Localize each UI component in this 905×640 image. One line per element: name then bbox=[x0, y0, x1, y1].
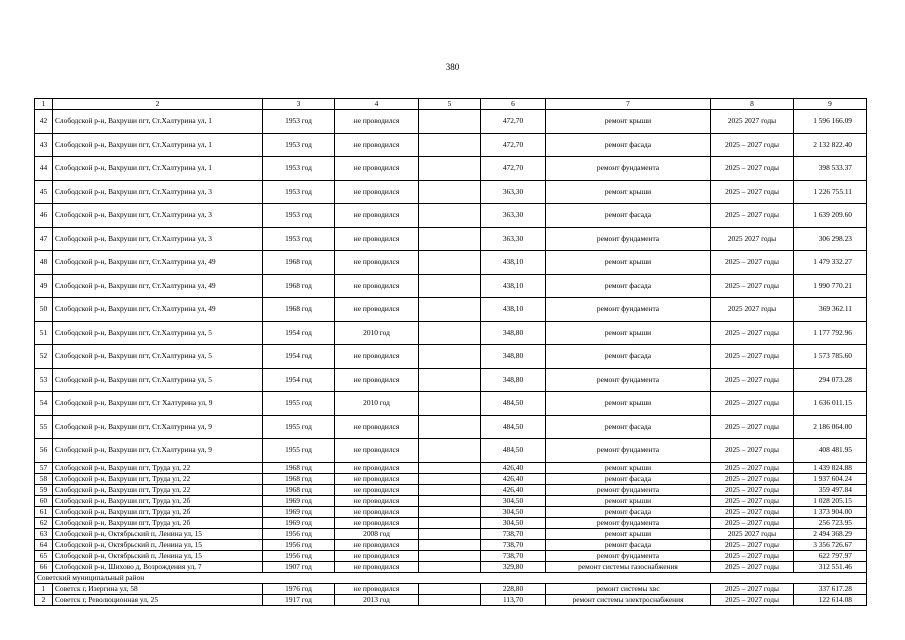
work-type-cell: ремонт системы электроснабжения bbox=[546, 594, 711, 605]
work-type-cell: ремонт фундамента bbox=[546, 368, 711, 392]
cost-cell: 306 298.23 bbox=[794, 227, 867, 251]
column-5-cell bbox=[419, 495, 481, 506]
column-5-cell bbox=[419, 594, 481, 605]
last-repair-cell: 2008 год bbox=[335, 528, 419, 539]
area-cell: 228,80 bbox=[481, 583, 546, 594]
area-cell: 438,10 bbox=[481, 298, 546, 322]
row-number: 2 bbox=[35, 594, 53, 605]
last-repair-cell: не проводился bbox=[335, 180, 419, 204]
build-year-cell: 1954 год bbox=[263, 368, 335, 392]
build-year-cell: 1969 год bbox=[263, 517, 335, 528]
last-repair-cell: не проводился bbox=[335, 204, 419, 228]
last-repair-cell: не проводился bbox=[335, 157, 419, 181]
cost-cell: 337 617.28 bbox=[794, 583, 867, 594]
column-5-cell bbox=[419, 539, 481, 550]
row-number: 48 bbox=[35, 251, 53, 275]
period-cell: 2025 – 2027 годы bbox=[711, 368, 794, 392]
table-body bbox=[35, 99, 867, 606]
table-row bbox=[35, 345, 867, 369]
table-row bbox=[35, 321, 867, 345]
address-cell: Слободской р-н, Вахруши пгт, Труда ул, 2б bbox=[53, 506, 263, 517]
area-cell: 738,70 bbox=[481, 528, 546, 539]
table-row bbox=[35, 227, 867, 251]
table-row bbox=[35, 539, 867, 550]
area-cell: 426,40 bbox=[481, 473, 546, 484]
cost-cell: 3 356 726.67 bbox=[794, 539, 867, 550]
last-repair-cell: не проводился bbox=[335, 274, 419, 298]
last-repair-cell: 2013 год bbox=[335, 594, 419, 605]
build-year-cell: 1953 год bbox=[263, 157, 335, 181]
table-row bbox=[35, 495, 867, 506]
table-row bbox=[35, 298, 867, 322]
column-5-cell bbox=[419, 321, 481, 345]
work-type-cell: ремонт фундамента bbox=[546, 157, 711, 181]
build-year-cell: 1968 год bbox=[263, 473, 335, 484]
build-year-cell: 1953 год bbox=[263, 110, 335, 134]
build-year-cell: 1954 год bbox=[263, 345, 335, 369]
last-repair-cell: 2010 год bbox=[335, 321, 419, 345]
last-repair-cell: не проводился bbox=[335, 495, 419, 506]
cost-cell: 622 797.97 bbox=[794, 550, 867, 561]
address-cell: Слободской р-н, Вахруши пгт, Труда ул, 2б bbox=[53, 517, 263, 528]
column-number: 2 bbox=[53, 99, 263, 110]
period-cell: 2025 – 2027 годы bbox=[711, 439, 794, 463]
period-cell: 2025 – 2027 годы bbox=[711, 204, 794, 228]
row-number: 56 bbox=[35, 439, 53, 463]
area-cell: 363,30 bbox=[481, 204, 546, 228]
work-type-cell: ремонт системы хвс bbox=[546, 583, 711, 594]
table-row bbox=[35, 392, 867, 416]
capital-repair-table bbox=[34, 98, 867, 606]
column-5-cell bbox=[419, 204, 481, 228]
area-cell: 426,40 bbox=[481, 484, 546, 495]
last-repair-cell: не проводился bbox=[335, 110, 419, 134]
row-number: 65 bbox=[35, 550, 53, 561]
area-cell: 304,50 bbox=[481, 495, 546, 506]
section-row bbox=[35, 572, 867, 583]
table-row bbox=[35, 251, 867, 275]
column-5-cell bbox=[419, 133, 481, 157]
table-row bbox=[35, 517, 867, 528]
work-type-cell: ремонт фундамента bbox=[546, 439, 711, 463]
column-5-cell bbox=[419, 180, 481, 204]
cost-cell: 1 596 166.09 bbox=[794, 110, 867, 134]
column-5-cell bbox=[419, 274, 481, 298]
table-row bbox=[35, 561, 867, 572]
table-row bbox=[35, 133, 867, 157]
build-year-cell: 1956 год bbox=[263, 528, 335, 539]
address-cell: Советск г, Изергина ул, 58 bbox=[53, 583, 263, 594]
work-type-cell: ремонт фундамента bbox=[546, 550, 711, 561]
last-repair-cell: 2010 год bbox=[335, 392, 419, 416]
last-repair-cell: не проводился bbox=[335, 550, 419, 561]
table-row bbox=[35, 274, 867, 298]
address-cell: Слободской р-н, Вахруши пгт, Ст.Халтурина ул, 1 bbox=[53, 157, 263, 181]
build-year-cell: 1956 год bbox=[263, 539, 335, 550]
row-number: 43 bbox=[35, 133, 53, 157]
row-number: 53 bbox=[35, 368, 53, 392]
address-cell: Слободской р-н, Вахруши пгт, Ст.Халтурина ул, 9 bbox=[53, 439, 263, 463]
column-5-cell bbox=[419, 561, 481, 572]
cost-cell: 1 479 332.27 bbox=[794, 251, 867, 275]
address-cell: Советск г, Революционная ул, 25 bbox=[53, 594, 263, 605]
column-number: 4 bbox=[335, 99, 419, 110]
period-cell: 2025 – 2027 годы bbox=[711, 133, 794, 157]
cost-cell: 1 990 770.21 bbox=[794, 274, 867, 298]
cost-cell: 2 186 064.00 bbox=[794, 415, 867, 439]
build-year-cell: 1917 год bbox=[263, 594, 335, 605]
row-number: 58 bbox=[35, 473, 53, 484]
work-type-cell: ремонт системы газоснабжения bbox=[546, 561, 711, 572]
period-cell: 2025 – 2027 годы bbox=[711, 462, 794, 473]
column-5-cell bbox=[419, 251, 481, 275]
work-type-cell: ремонт крыши bbox=[546, 110, 711, 134]
cost-cell: 256 723.95 bbox=[794, 517, 867, 528]
address-cell: Слободской р-н, Вахруши пгт, Ст Халтурина ул, 9 bbox=[53, 392, 263, 416]
last-repair-cell: не проводился bbox=[335, 227, 419, 251]
last-repair-cell: не проводился bbox=[335, 462, 419, 473]
cost-cell: 408 481.95 bbox=[794, 439, 867, 463]
area-cell: 472,70 bbox=[481, 133, 546, 157]
row-number: 1 bbox=[35, 583, 53, 594]
row-number: 42 bbox=[35, 110, 53, 134]
section-title: Советский муниципальный район bbox=[35, 572, 867, 583]
address-cell: Слободской р-н, Октябрьский п, Ленина ул, 15 bbox=[53, 539, 263, 550]
last-repair-cell: не проводился bbox=[335, 484, 419, 495]
cost-cell: 369 362.11 bbox=[794, 298, 867, 322]
work-type-cell: ремонт фасада bbox=[546, 539, 711, 550]
area-cell: 438,10 bbox=[481, 251, 546, 275]
period-cell: 2025 – 2027 годы bbox=[711, 345, 794, 369]
period-cell: 2025 2027 годы bbox=[711, 298, 794, 322]
period-cell: 2025 – 2027 годы bbox=[711, 583, 794, 594]
table-row bbox=[35, 368, 867, 392]
area-cell: 738,70 bbox=[481, 539, 546, 550]
area-cell: 113,70 bbox=[481, 594, 546, 605]
row-number: 62 bbox=[35, 517, 53, 528]
period-cell: 2025 – 2027 годы bbox=[711, 415, 794, 439]
build-year-cell: 1955 год bbox=[263, 439, 335, 463]
cost-cell: 1 177 792.96 bbox=[794, 321, 867, 345]
cost-cell: 294 073.28 bbox=[794, 368, 867, 392]
build-year-cell: 1968 год bbox=[263, 462, 335, 473]
row-number: 63 bbox=[35, 528, 53, 539]
area-cell: 304,50 bbox=[481, 506, 546, 517]
build-year-cell: 1968 год bbox=[263, 484, 335, 495]
work-type-cell: ремонт фасада bbox=[546, 204, 711, 228]
cost-cell: 2 132 822.40 bbox=[794, 133, 867, 157]
cost-cell: 2 494 368.29 bbox=[794, 528, 867, 539]
work-type-cell: ремонт крыши bbox=[546, 528, 711, 539]
last-repair-cell: не проводился bbox=[335, 506, 419, 517]
area-cell: 438,10 bbox=[481, 274, 546, 298]
column-number: 8 bbox=[711, 99, 794, 110]
address-cell: Слободской р-н, Вахруши пгт, Ст.Халтурина ул, 3 bbox=[53, 227, 263, 251]
page-number: 380 bbox=[445, 62, 460, 72]
period-cell: 2025 2027 годы bbox=[711, 528, 794, 539]
column-5-cell bbox=[419, 110, 481, 134]
column-5-cell bbox=[419, 298, 481, 322]
area-cell: 472,70 bbox=[481, 110, 546, 134]
last-repair-cell: не проводился bbox=[335, 368, 419, 392]
row-number: 49 bbox=[35, 274, 53, 298]
address-cell: Слободской р-н, Октябрьский п, Ленина ул, 15 bbox=[53, 528, 263, 539]
row-number: 46 bbox=[35, 204, 53, 228]
table-row bbox=[35, 439, 867, 463]
period-cell: 2025 – 2027 годы bbox=[711, 495, 794, 506]
row-number: 50 bbox=[35, 298, 53, 322]
cost-cell: 1 028 205.15 bbox=[794, 495, 867, 506]
row-number: 64 bbox=[35, 539, 53, 550]
period-cell: 2025 – 2027 годы bbox=[711, 180, 794, 204]
row-number: 61 bbox=[35, 506, 53, 517]
build-year-cell: 1976 год bbox=[263, 583, 335, 594]
row-number: 57 bbox=[35, 462, 53, 473]
period-cell: 2025 – 2027 годы bbox=[711, 517, 794, 528]
last-repair-cell: не проводился bbox=[335, 251, 419, 275]
period-cell: 2025 – 2027 годы bbox=[711, 251, 794, 275]
address-cell: Слободской р-н, Вахруши пгт, Ст.Халтурина ул, 1 bbox=[53, 133, 263, 157]
period-cell: 2025 – 2027 годы bbox=[711, 274, 794, 298]
last-repair-cell: не проводился bbox=[335, 561, 419, 572]
period-cell: 2025 – 2027 годы bbox=[711, 506, 794, 517]
last-repair-cell: не проводился bbox=[335, 517, 419, 528]
table-row bbox=[35, 506, 867, 517]
build-year-cell: 1953 год bbox=[263, 204, 335, 228]
column-number: 3 bbox=[263, 99, 335, 110]
area-cell: 363,30 bbox=[481, 180, 546, 204]
row-number: 45 bbox=[35, 180, 53, 204]
column-5-cell bbox=[419, 345, 481, 369]
column-number: 9 bbox=[794, 99, 867, 110]
area-cell: 304,50 bbox=[481, 517, 546, 528]
build-year-cell: 1953 год bbox=[263, 227, 335, 251]
build-year-cell: 1955 год bbox=[263, 392, 335, 416]
work-type-cell: ремонт крыши bbox=[546, 321, 711, 345]
period-cell: 2025 2027 годы bbox=[711, 110, 794, 134]
row-number: 54 bbox=[35, 392, 53, 416]
work-type-cell: ремонт фасада bbox=[546, 473, 711, 484]
work-type-cell: ремонт крыши bbox=[546, 495, 711, 506]
period-cell: 2025 – 2027 годы bbox=[711, 157, 794, 181]
row-number: 52 bbox=[35, 345, 53, 369]
cost-cell: 312 551.46 bbox=[794, 561, 867, 572]
cost-cell: 1 937 604.24 bbox=[794, 473, 867, 484]
address-cell: Слободской р-н, Вахруши пгт, Ст.Халтурина ул, 49 bbox=[53, 298, 263, 322]
column-number: 6 bbox=[481, 99, 546, 110]
period-cell: 2025 – 2027 годы bbox=[711, 561, 794, 572]
work-type-cell: ремонт фундамента bbox=[546, 227, 711, 251]
area-cell: 484,50 bbox=[481, 415, 546, 439]
column-5-cell bbox=[419, 157, 481, 181]
address-cell: Слободской р-н, Вахруши пгт, Ст.Халтурина ул, 3 bbox=[53, 204, 263, 228]
area-cell: 472,70 bbox=[481, 157, 546, 181]
table-row bbox=[35, 473, 867, 484]
build-year-cell: 1969 год bbox=[263, 506, 335, 517]
build-year-cell: 1968 год bbox=[263, 298, 335, 322]
row-number: 55 bbox=[35, 415, 53, 439]
build-year-cell: 1956 год bbox=[263, 550, 335, 561]
build-year-cell: 1955 год bbox=[263, 415, 335, 439]
work-type-cell: ремонт фундамента bbox=[546, 484, 711, 495]
last-repair-cell: не проводился bbox=[335, 473, 419, 484]
column-number: 7 bbox=[546, 99, 711, 110]
column-5-cell bbox=[419, 392, 481, 416]
work-type-cell: ремонт крыши bbox=[546, 251, 711, 275]
table-row bbox=[35, 583, 867, 594]
row-number: 44 bbox=[35, 157, 53, 181]
table-row bbox=[35, 180, 867, 204]
last-repair-cell: не проводился bbox=[335, 415, 419, 439]
build-year-cell: 1953 год bbox=[263, 133, 335, 157]
column-5-cell bbox=[419, 473, 481, 484]
row-number: 60 bbox=[35, 495, 53, 506]
cost-cell: 1 639 209.60 bbox=[794, 204, 867, 228]
address-cell: Слободской р-н, Вахруши пгт, Труда ул, 22 bbox=[53, 473, 263, 484]
address-cell: Слободской р-н, Вахруши пгт, Ст.Халтурина ул, 5 bbox=[53, 345, 263, 369]
area-cell: 348,80 bbox=[481, 368, 546, 392]
work-type-cell: ремонт фасада bbox=[546, 274, 711, 298]
last-repair-cell: не проводился bbox=[335, 345, 419, 369]
column-5-cell bbox=[419, 227, 481, 251]
column-5-cell bbox=[419, 415, 481, 439]
address-cell: Слободской р-н, Вахруши пгт, Ст.Халтурина ул, 5 bbox=[53, 321, 263, 345]
cost-cell: 1 373 904.00 bbox=[794, 506, 867, 517]
column-5-cell bbox=[419, 439, 481, 463]
cost-cell: 398 533.37 bbox=[794, 157, 867, 181]
build-year-cell: 1954 год bbox=[263, 321, 335, 345]
table-row bbox=[35, 204, 867, 228]
work-type-cell: ремонт фасада bbox=[546, 133, 711, 157]
cost-cell: 1 226 755.11 bbox=[794, 180, 867, 204]
area-cell: 348,80 bbox=[481, 321, 546, 345]
work-type-cell: ремонт фасада bbox=[546, 345, 711, 369]
build-year-cell: 1907 год bbox=[263, 561, 335, 572]
build-year-cell: 1953 год bbox=[263, 180, 335, 204]
cost-cell: 1 573 785.60 bbox=[794, 345, 867, 369]
column-5-cell bbox=[419, 583, 481, 594]
column-5-cell bbox=[419, 484, 481, 495]
row-number: 51 bbox=[35, 321, 53, 345]
column-5-cell bbox=[419, 506, 481, 517]
cost-cell: 359 497.84 bbox=[794, 484, 867, 495]
area-cell: 426,40 bbox=[481, 462, 546, 473]
area-cell: 738,70 bbox=[481, 550, 546, 561]
work-type-cell: ремонт крыши bbox=[546, 180, 711, 204]
address-cell: Слободской р-н, Вахруши пгт, Ст.Халтурина ул, 1 bbox=[53, 110, 263, 134]
build-year-cell: 1968 год bbox=[263, 274, 335, 298]
column-5-cell bbox=[419, 517, 481, 528]
period-cell: 2025 – 2027 годы bbox=[711, 473, 794, 484]
address-cell: Слободской р-н, Шихово д, Возрождения ул, 7 bbox=[53, 561, 263, 572]
column-number-row bbox=[35, 99, 867, 110]
work-type-cell: ремонт фундамента bbox=[546, 298, 711, 322]
area-cell: 348,80 bbox=[481, 345, 546, 369]
last-repair-cell: не проводился bbox=[335, 298, 419, 322]
work-type-cell: ремонт крыши bbox=[546, 462, 711, 473]
row-number: 59 bbox=[35, 484, 53, 495]
work-type-cell: ремонт фасада bbox=[546, 415, 711, 439]
build-year-cell: 1969 год bbox=[263, 495, 335, 506]
address-cell: Слободской р-н, Октябрьский п, Ленина ул, 15 bbox=[53, 550, 263, 561]
area-cell: 484,50 bbox=[481, 439, 546, 463]
column-5-cell bbox=[419, 462, 481, 473]
last-repair-cell: не проводился bbox=[335, 583, 419, 594]
address-cell: Слободской р-н, Вахруши пгт, Труда ул, 2б bbox=[53, 495, 263, 506]
address-cell: Слободской р-н, Вахруши пгт, Труда ул, 22 bbox=[53, 484, 263, 495]
column-number: 1 bbox=[35, 99, 53, 110]
table-row bbox=[35, 110, 867, 134]
period-cell: 2025 – 2027 годы bbox=[711, 550, 794, 561]
address-cell: Слободской р-н, Вахруши пгт, Труда ул, 22 bbox=[53, 462, 263, 473]
area-cell: 329,80 bbox=[481, 561, 546, 572]
table-row bbox=[35, 415, 867, 439]
work-type-cell: ремонт крыши bbox=[546, 392, 711, 416]
cost-cell: 1 636 011.15 bbox=[794, 392, 867, 416]
period-cell: 2025 – 2027 годы bbox=[711, 484, 794, 495]
period-cell: 2025 – 2027 годы bbox=[711, 392, 794, 416]
period-cell: 2025 – 2027 годы bbox=[711, 539, 794, 550]
column-5-cell bbox=[419, 550, 481, 561]
table-row bbox=[35, 157, 867, 181]
address-cell: Слободской р-н, Вахруши пгт, Ст.Халтурина ул, 5 bbox=[53, 368, 263, 392]
cost-cell: 1 439 824.88 bbox=[794, 462, 867, 473]
last-repair-cell: не проводился bbox=[335, 133, 419, 157]
table-row bbox=[35, 550, 867, 561]
area-cell: 484,50 bbox=[481, 392, 546, 416]
period-cell: 2025 2027 годы bbox=[711, 227, 794, 251]
period-cell: 2025 – 2027 годы bbox=[711, 321, 794, 345]
work-type-cell: ремонт фундамента bbox=[546, 517, 711, 528]
table-row bbox=[35, 528, 867, 539]
table-row bbox=[35, 484, 867, 495]
column-5-cell bbox=[419, 368, 481, 392]
table-row bbox=[35, 594, 867, 605]
work-type-cell: ремонт фасада bbox=[546, 506, 711, 517]
last-repair-cell: не проводился bbox=[335, 539, 419, 550]
area-cell: 363,30 bbox=[481, 227, 546, 251]
table-row bbox=[35, 462, 867, 473]
address-cell: Слободской р-н, Вахруши пгт, Ст.Халтурина ул, 49 bbox=[53, 251, 263, 275]
period-cell: 2025 – 2027 годы bbox=[711, 594, 794, 605]
row-number: 66 bbox=[35, 561, 53, 572]
address-cell: Слободской р-н, Вахруши пгт, Ст.Халтурина ул, 3 bbox=[53, 180, 263, 204]
column-number: 5 bbox=[419, 99, 481, 110]
last-repair-cell: не проводился bbox=[335, 439, 419, 463]
row-number: 47 bbox=[35, 227, 53, 251]
address-cell: Слободской р-н, Вахруши пгт, Ст.Халтурина ул, 9 bbox=[53, 415, 263, 439]
column-5-cell bbox=[419, 528, 481, 539]
cost-cell: 122 614.08 bbox=[794, 594, 867, 605]
address-cell: Слободской р-н, Вахруши пгт, Ст.Халтурина ул, 49 bbox=[53, 274, 263, 298]
build-year-cell: 1968 год bbox=[263, 251, 335, 275]
